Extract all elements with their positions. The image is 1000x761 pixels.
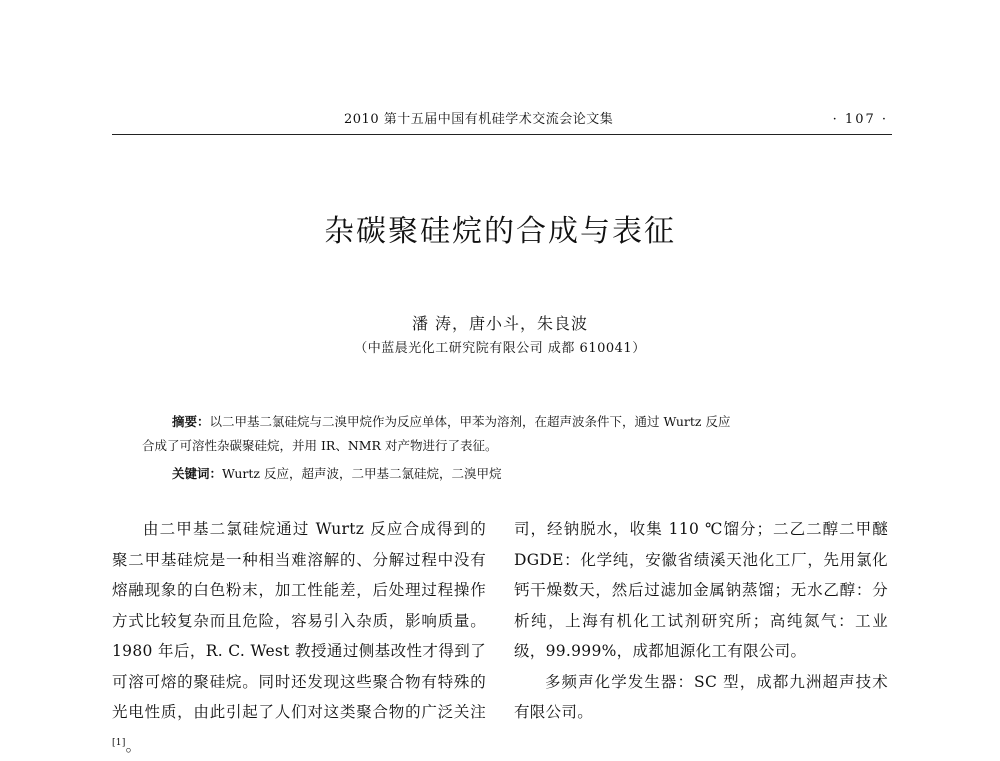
abstract-line-2: 合成了可溶性杂碳聚硅烷，并用 IR、NMR 对产物进行了表征。 — [142, 438, 498, 453]
affiliation: （中蓝晨光化工研究院有限公司 成都 610041） — [354, 341, 646, 356]
equipment-paragraph: 多频声化学发生器：SC 型，成都九洲超声技术有限公司。 — [514, 672, 888, 721]
intro-paragraph-text: 由二甲基二氯硅烷通过 Wurtz 反应合成得到的聚二甲基硅烷是一种相当难溶解的、分解过程中没有熔融现象的白色粉末，加工性能差，后处理过程操作方式比较复杂而且危险，容易引入杂质，影响质量。1980 年后，R. C. West 教授通过侧基改性才得到了可溶可熔的聚硅烷。同时还发现这些聚合物有特殊的光电性质，由此引起了人们对这类聚合物的广泛关注 — [112, 520, 486, 721]
paper-title: 杂碳聚硅烷的合成与表征 — [324, 214, 676, 249]
page-number: · 107 · — [832, 112, 888, 127]
materials-paragraph: 司，经钠脱水，收集 110 ℃馏分；二乙二醇二甲醚 DGDE：化学纯，安徽省绩溪天池化工厂，先用氯化钙干燥数天，然后过滤加金属钠蒸馏；无水乙醇：分析纯，上海有机化工试剂研究所；高纯氮气：工业级，99.999%，成都旭源化工有限公司。 — [514, 520, 888, 660]
abstract-label: 摘要： — [172, 414, 210, 429]
body-column-left — [112, 514, 486, 761]
running-header — [112, 108, 888, 132]
intro-paragraph-end: 。 — [125, 736, 142, 755]
keywords — [172, 462, 872, 486]
keywords-label: 关键词： — [172, 466, 223, 481]
intro-paragraph — [112, 514, 486, 761]
abstract — [142, 410, 862, 458]
abstract-text-1: 以二甲基二氯硅烷与二溴甲烷作为反应单体，甲苯为溶剂，在超声波条件下，通过 Wurtz 反应 — [209, 414, 731, 429]
journal-title: 2010 第十五届中国有机硅学术交流会论文集 — [344, 112, 614, 127]
citation-ref: [1] — [112, 737, 126, 748]
abstract-line-1 — [142, 410, 862, 434]
header-rule — [112, 134, 892, 135]
authors: 潘 涛，唐小斗，朱良波 — [411, 314, 589, 333]
keywords-text: Wurtz 反应，超声波，二甲基二氯硅烷，二溴甲烷 — [222, 466, 502, 481]
body-column-right — [514, 514, 888, 728]
